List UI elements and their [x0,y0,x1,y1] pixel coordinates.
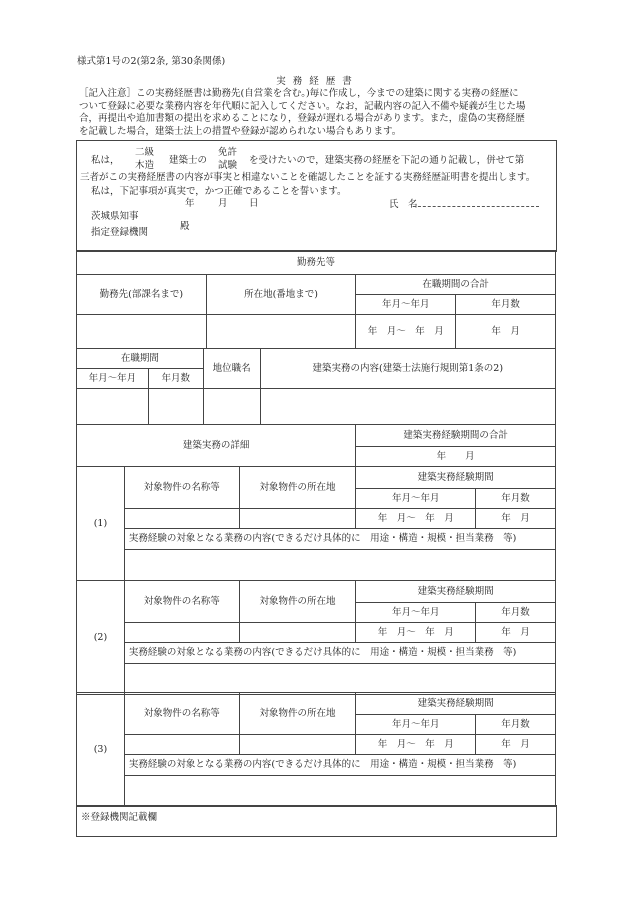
project-count-header: 年月数 [476,715,556,735]
project-range-cell[interactable]: 年 月～ 年 月 [356,623,476,643]
employment-range-cell[interactable] [77,389,149,425]
project-range-header: 年月～年月 [356,715,476,735]
project-range-cell[interactable]: 年 月～ 年 月 [356,735,476,755]
employment-count-header: 年月数 [148,369,203,389]
project-period-header: 建築実務経験期間 [356,693,556,715]
project-content-cell[interactable] [124,550,555,581]
workplace-table [76,250,556,349]
project-name-header: 対象物件の名称等 [124,693,239,735]
project-number: (1) [77,467,125,581]
addressee-registration-body: 指定登録機関 [91,227,149,238]
declaration-box [76,140,557,252]
project-name-header: 対象物件の名称等 [124,467,239,509]
grade-option-nikyu[interactable]: 二級 [135,147,155,158]
grade-option-mokuzo[interactable]: 木造 [135,160,155,171]
date-year: 年 [185,198,195,209]
project-count-header: 年月数 [476,603,556,623]
details-section-title: 建築実務の詳細 [77,425,356,467]
details-total-cell[interactable]: 年 月 [356,447,556,467]
name-label: 氏 名 [389,199,418,210]
addressee-honorific: 殿 [180,221,190,232]
employment-count-cell[interactable] [148,389,203,425]
option-menkyo[interactable]: 免許 [218,147,238,158]
entry-notes [79,88,559,138]
project-block [76,692,556,807]
total-count-cell[interactable]: 年 月 [456,315,556,349]
name-signature-line[interactable] [413,206,539,207]
employment-range-header: 年月～年月 [77,369,149,389]
project-count-cell[interactable]: 年 月 [476,623,556,643]
work-content-cell[interactable] [260,389,555,425]
option-shiken[interactable]: 試験 [218,160,238,171]
page-title: 実 務 経 歴 書 [276,76,354,87]
project-content-label: 実務経験の対象となる業務の内容(できるだけ具体的に 用途・構造・規模・担当業務 等) [124,643,555,664]
form-number: 様式第1号の2(第2条, 第30条関係) [77,56,226,67]
total-range-cell[interactable]: 年 月～ 年 月 [356,315,456,349]
project-location-cell[interactable] [239,509,356,529]
ym-range-header: 年月～年月 [356,295,456,315]
position-cell[interactable] [203,389,260,425]
kenchikushi-label: 建築士の [169,155,208,166]
declaration-line1: を受けたいので，建築実務の経歴を下記の通り記載し，併せて第 [249,155,525,166]
project-name-header: 対象物件の名称等 [124,581,239,623]
work-content-header: 建築実務の内容(建築士法施行規則第1条の2) [260,349,555,389]
addressee-governor: 茨城県知事 [91,211,139,222]
project-range-header: 年月～年月 [356,603,476,623]
project-content-label: 実務経験の対象となる業務の内容(できるだけ具体的に 用途・構造・規模・担当業務 等) [124,755,555,776]
date-month: 月 [218,198,228,209]
employment-period-header: 在職期間 [77,349,204,369]
project-location-header: 対象物件の所在地 [239,467,356,509]
workplace-name-cell[interactable] [77,315,207,349]
details-header-table [76,424,556,467]
project-count-header: 年月数 [476,489,556,509]
project-content-cell[interactable] [124,776,555,807]
note-line: 合，再提出や追加書類の提出を求めることになり，登録が遅れる場合があります。また，虚偽の実務経歴 [79,113,525,124]
workplace-section-title: 勤務先等 [77,251,556,275]
project-period-header: 建築実務経験期間 [356,467,556,489]
declaration-line2: 三者がこの実務経歴書の内容が事実と相違ないことを確認したことを証する実務経歴証明書を提出します。 [80,172,536,183]
project-range-header: 年月～年月 [356,489,476,509]
project-range-cell[interactable]: 年 月～ 年 月 [356,509,476,529]
registry-box[interactable] [76,805,557,837]
employment-table [76,348,556,425]
project-location-cell[interactable] [239,623,356,643]
declaration-prefix: 私は， [91,155,120,166]
total-period-header: 在職期間の合計 [356,275,556,295]
note-line: ［記入注意］この実務経歴書は勤務先(自営業を含む。)毎に作成し，今までの建築に関する実務の経歴に [79,88,519,99]
workplace-name-header: 勤務先(部課名まで) [77,275,207,315]
details-total-header: 建築実務経験期間の合計 [356,425,556,447]
project-content-label: 実務経験の対象となる業務の内容(できるだけ具体的に 用途・構造・規模・担当業務 等) [124,529,555,550]
ym-count-header: 年月数 [456,295,556,315]
position-header: 地位職名 [203,349,260,389]
workplace-address-header: 所在地(番地まで) [206,275,356,315]
project-number: (2) [77,581,125,695]
project-location-header: 対象物件の所在地 [239,581,356,623]
project-block [76,466,556,581]
project-number: (3) [77,693,125,807]
project-location-cell[interactable] [239,735,356,755]
project-count-cell[interactable]: 年 月 [476,509,556,529]
note-line: を記載した場合，建築士法上の措置や登録が認められない場合もあります。 [79,125,402,137]
project-name-cell[interactable] [124,735,239,755]
declaration-line3: 私は，下記事項が真実で，かつ正確であることを誓います。 [91,186,347,197]
project-period-header: 建築実務経験期間 [356,581,556,603]
project-content-cell[interactable] [124,664,555,695]
project-block [76,580,556,695]
registry-label: ※登録機関記載欄 [81,812,158,823]
workplace-address-cell[interactable] [206,315,356,349]
project-name-cell[interactable] [124,623,239,643]
project-count-cell[interactable]: 年 月 [476,735,556,755]
project-name-cell[interactable] [124,509,239,529]
date-day: 日 [249,198,259,209]
note-line: ついて登録に必要な業務内容を年代順に記入してください。なお，記載内容の記入不備や疑義が生じた場 [79,100,526,112]
project-location-header: 対象物件の所在地 [239,693,356,735]
